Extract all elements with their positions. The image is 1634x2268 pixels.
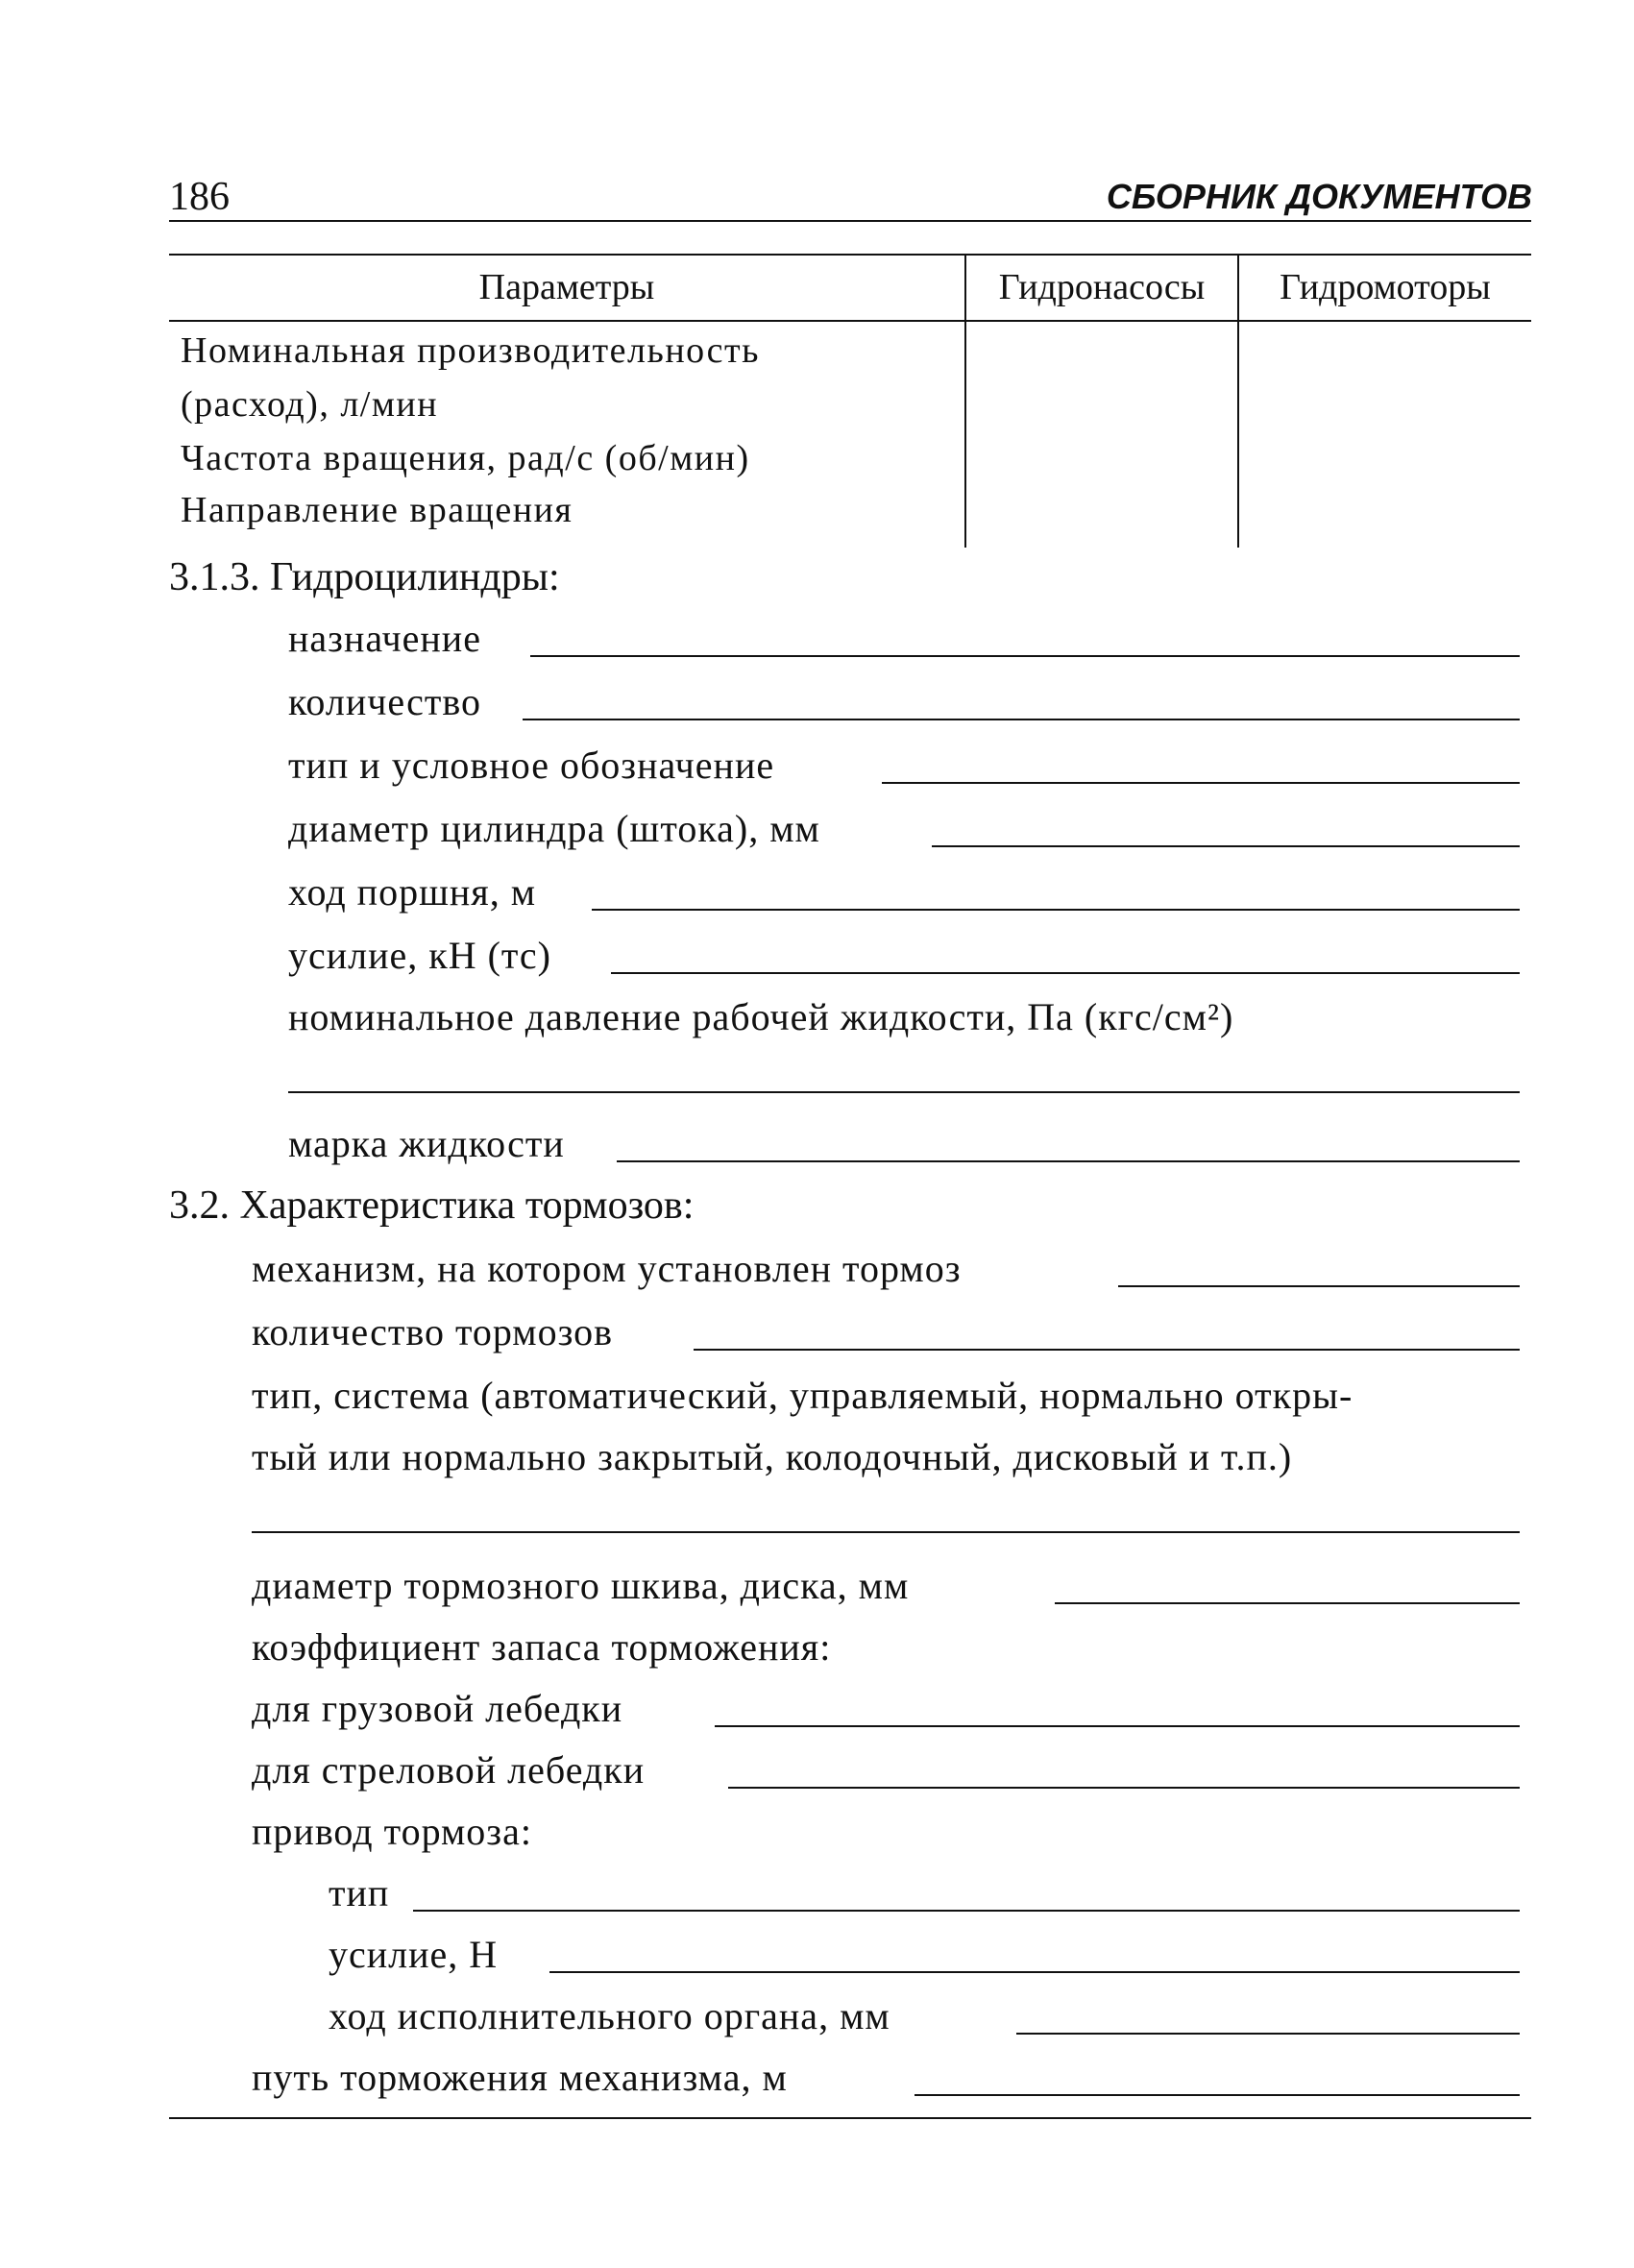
header-rule — [169, 220, 1531, 222]
fill-line — [288, 1091, 1520, 1093]
fill-line — [1016, 2033, 1520, 2035]
section-heading-brakes: 3.2. Характеристика тормозов: — [169, 1183, 695, 1228]
field-label-fluid-grade: марка жидкости — [288, 1122, 565, 1165]
fill-line — [882, 782, 1520, 784]
field-label-mechanism: механизм, на котором установлен тормоз — [252, 1247, 962, 1290]
fill-line — [592, 909, 1520, 911]
field-label-type: тип и условное обозначение — [288, 744, 775, 787]
field-label-actuator-stroke: ход исполнительного органа, мм — [329, 1994, 890, 2037]
fill-line — [523, 719, 1520, 720]
field-label-force: усилие, кН (тс) — [288, 934, 551, 977]
fill-line — [413, 1910, 1520, 1912]
table-header-pumps: Гидронасосы — [998, 267, 1206, 307]
table-row: Номинальная производительность — [181, 330, 760, 371]
page-number: 186 — [169, 175, 230, 219]
table-top-rule — [169, 254, 1531, 256]
field-label-cylinder-diameter: диаметр цилиндра (штока), мм — [288, 807, 820, 850]
field-label-brake-drive: привод тормоза: — [252, 1810, 532, 1853]
field-label-drive-type: тип — [329, 1871, 390, 1914]
fill-line — [611, 972, 1520, 974]
field-label-pulley-diameter: диаметр тормозного шкива, диска, мм — [252, 1564, 910, 1607]
bottom-rule — [169, 2117, 1531, 2119]
field-label-cargo-winch: для грузовой лебедки — [252, 1687, 623, 1730]
field-label-nominal-pressure: номинальное давление рабочей жидкости, Па (кгс/см²) — [288, 995, 1234, 1038]
field-label-brake-count: количество тормозов — [252, 1310, 614, 1353]
fill-line — [1055, 1602, 1520, 1604]
field-label-brake-type-line2: тый или нормально закрытый, колодочный, дисковый и т.п.) — [252, 1435, 1293, 1478]
field-label-drive-force: усилие, Н — [329, 1933, 499, 1976]
field-label-brake-type-line1: тип, система (автоматический, управляемый, нормально откры- — [252, 1374, 1354, 1417]
field-label-boom-winch: для стреловой лебедки — [252, 1748, 646, 1792]
table-header-rule — [169, 320, 1531, 322]
fill-line — [694, 1349, 1520, 1351]
field-label-braking-distance: путь торможения механизма, м — [252, 2056, 788, 2099]
table-row: Частота вращения, рад/с (об/мин) — [181, 438, 750, 478]
fill-line — [728, 1787, 1520, 1789]
table-row: Направление вращения — [181, 490, 573, 530]
field-label-braking-coefficient: коэффициент запаса торможения: — [252, 1625, 832, 1669]
fill-line — [617, 1160, 1520, 1162]
fill-line — [932, 845, 1520, 847]
field-label-piston-stroke: ход поршня, м — [288, 870, 536, 914]
fill-line — [252, 1531, 1520, 1533]
table-header-parameters: Параметры — [478, 267, 655, 307]
fill-line — [915, 2094, 1520, 2096]
section-heading-hydrocylinders: 3.1.3. Гидроцилиндры: — [169, 555, 560, 599]
field-label-quantity: количество — [288, 680, 481, 723]
fill-line — [1118, 1285, 1520, 1287]
fill-line — [715, 1725, 1520, 1727]
running-head: СБОРНИК ДОКУМЕНТОВ — [1106, 177, 1532, 216]
fill-line — [530, 655, 1520, 657]
field-label-purpose: назначение — [288, 617, 481, 660]
table-header-motors: Гидромоторы — [1280, 267, 1491, 307]
table-row: (расход), л/мин — [181, 384, 439, 425]
fill-line — [549, 1971, 1520, 1973]
